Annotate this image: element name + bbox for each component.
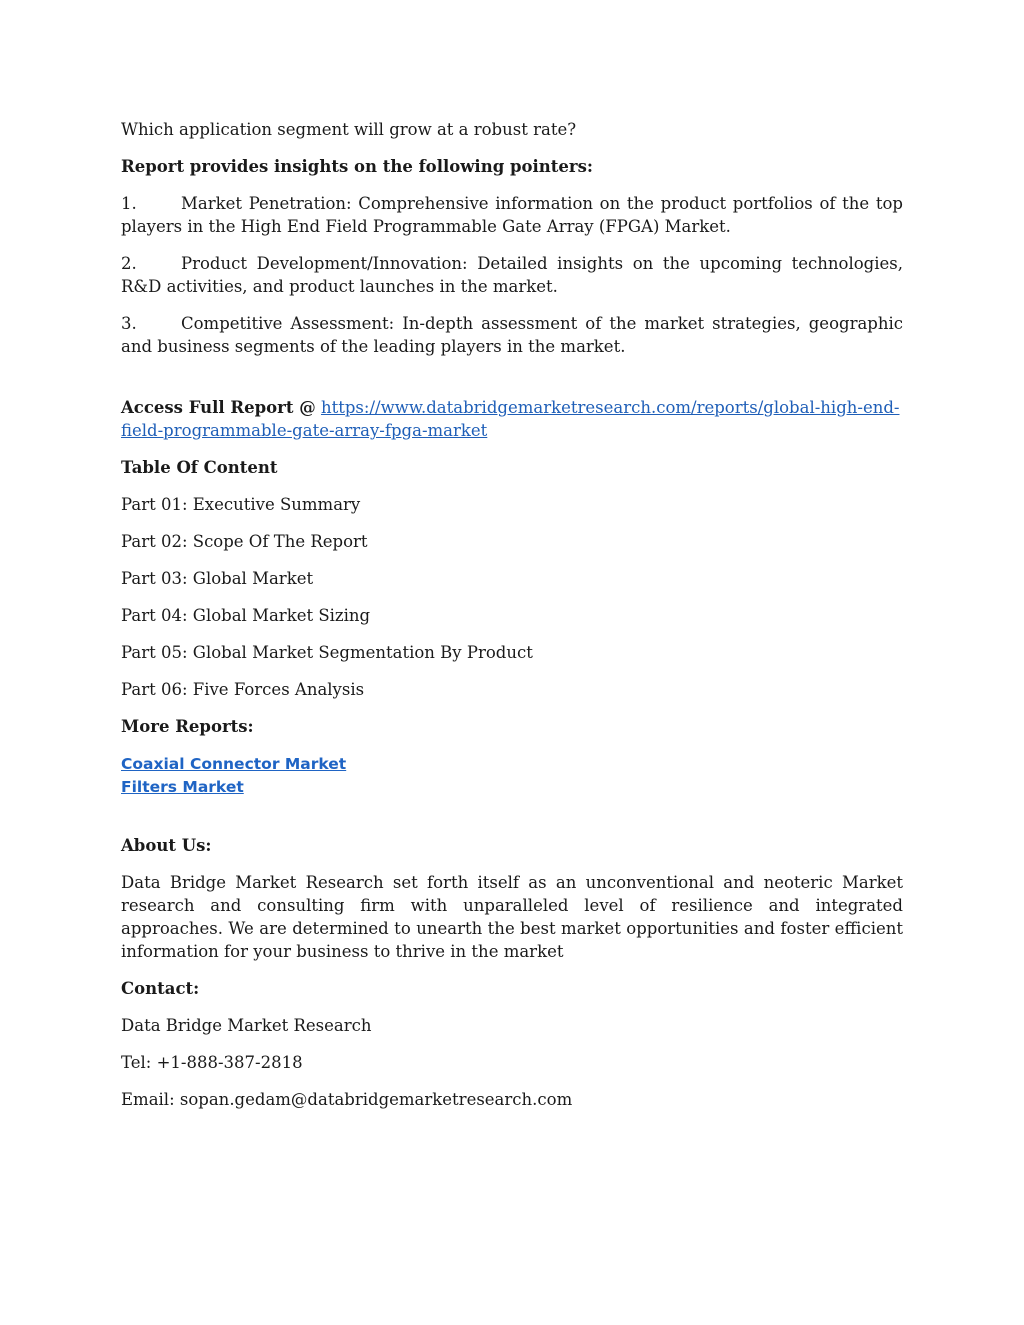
toc-item: Part 06: Five Forces Analysis xyxy=(121,680,365,699)
toc-item: Part 01: Executive Summary xyxy=(121,495,361,514)
pointers-heading: Report provides insights on the following pointers: xyxy=(121,157,593,176)
pointer-number: 2. xyxy=(121,254,137,273)
pointer-text: Market Penetration: Comprehensive information on the product portfolios of the top players in the High End Field Programmable Gate Array (FPGA) Market. xyxy=(121,194,903,236)
pointer-text: Product Development/Innovation: Detailed insights on the upcoming technologies, R&D activities, and product launches in the market. xyxy=(121,254,903,296)
filters-market-link[interactable]: Filters Market xyxy=(121,778,244,796)
contact-company: Data Bridge Market Research xyxy=(121,1016,372,1035)
pointer-item xyxy=(121,252,903,298)
about-text: Data Bridge Market Research set forth itself as an unconventional and neoteric Market research and consulting firm with unparalleled level of resilience and integrated approaches. We are determined to unearth the best market opportunities and foster efficient information for your business to thrive in the market xyxy=(121,873,903,961)
pointer-text: Competitive Assessment: In-depth assessment of the market strategies, geographic and business segments of the leading players in the market. xyxy=(121,314,903,356)
pointer-number: 3. xyxy=(121,314,137,333)
toc-item: Part 05: Global Market Segmentation By Product xyxy=(121,643,533,662)
about-heading: About Us: xyxy=(121,836,212,855)
contact-heading: Contact: xyxy=(121,979,200,998)
pointer-item xyxy=(121,192,903,238)
pointer-number: 1. xyxy=(121,194,137,213)
pointer-item xyxy=(121,312,903,358)
more-reports-links xyxy=(121,752,903,798)
report-url-link[interactable]: https://www.databridgemarketresearch.com/reports/global-high-end-field-programmable-gate-array-fpga-market xyxy=(121,398,900,440)
toc-item: Part 04: Global Market Sizing xyxy=(121,606,371,625)
document-page xyxy=(121,118,903,1125)
contact-tel: Tel: +1-888-387-2818 xyxy=(121,1053,303,1072)
more-reports-heading: More Reports: xyxy=(121,717,254,736)
access-full-report xyxy=(121,396,903,442)
toc-item: Part 03: Global Market xyxy=(121,569,314,588)
coaxial-connector-market-link[interactable]: Coaxial Connector Market xyxy=(121,755,347,773)
toc-heading: Table Of Content xyxy=(121,458,278,477)
contact-email: Email: sopan.gedam@databridgemarketresearch.com xyxy=(121,1090,573,1109)
toc-item: Part 02: Scope Of The Report xyxy=(121,532,368,551)
access-label: Access Full Report @ xyxy=(121,398,316,417)
question-text: Which application segment will grow at a robust rate? xyxy=(121,120,577,139)
